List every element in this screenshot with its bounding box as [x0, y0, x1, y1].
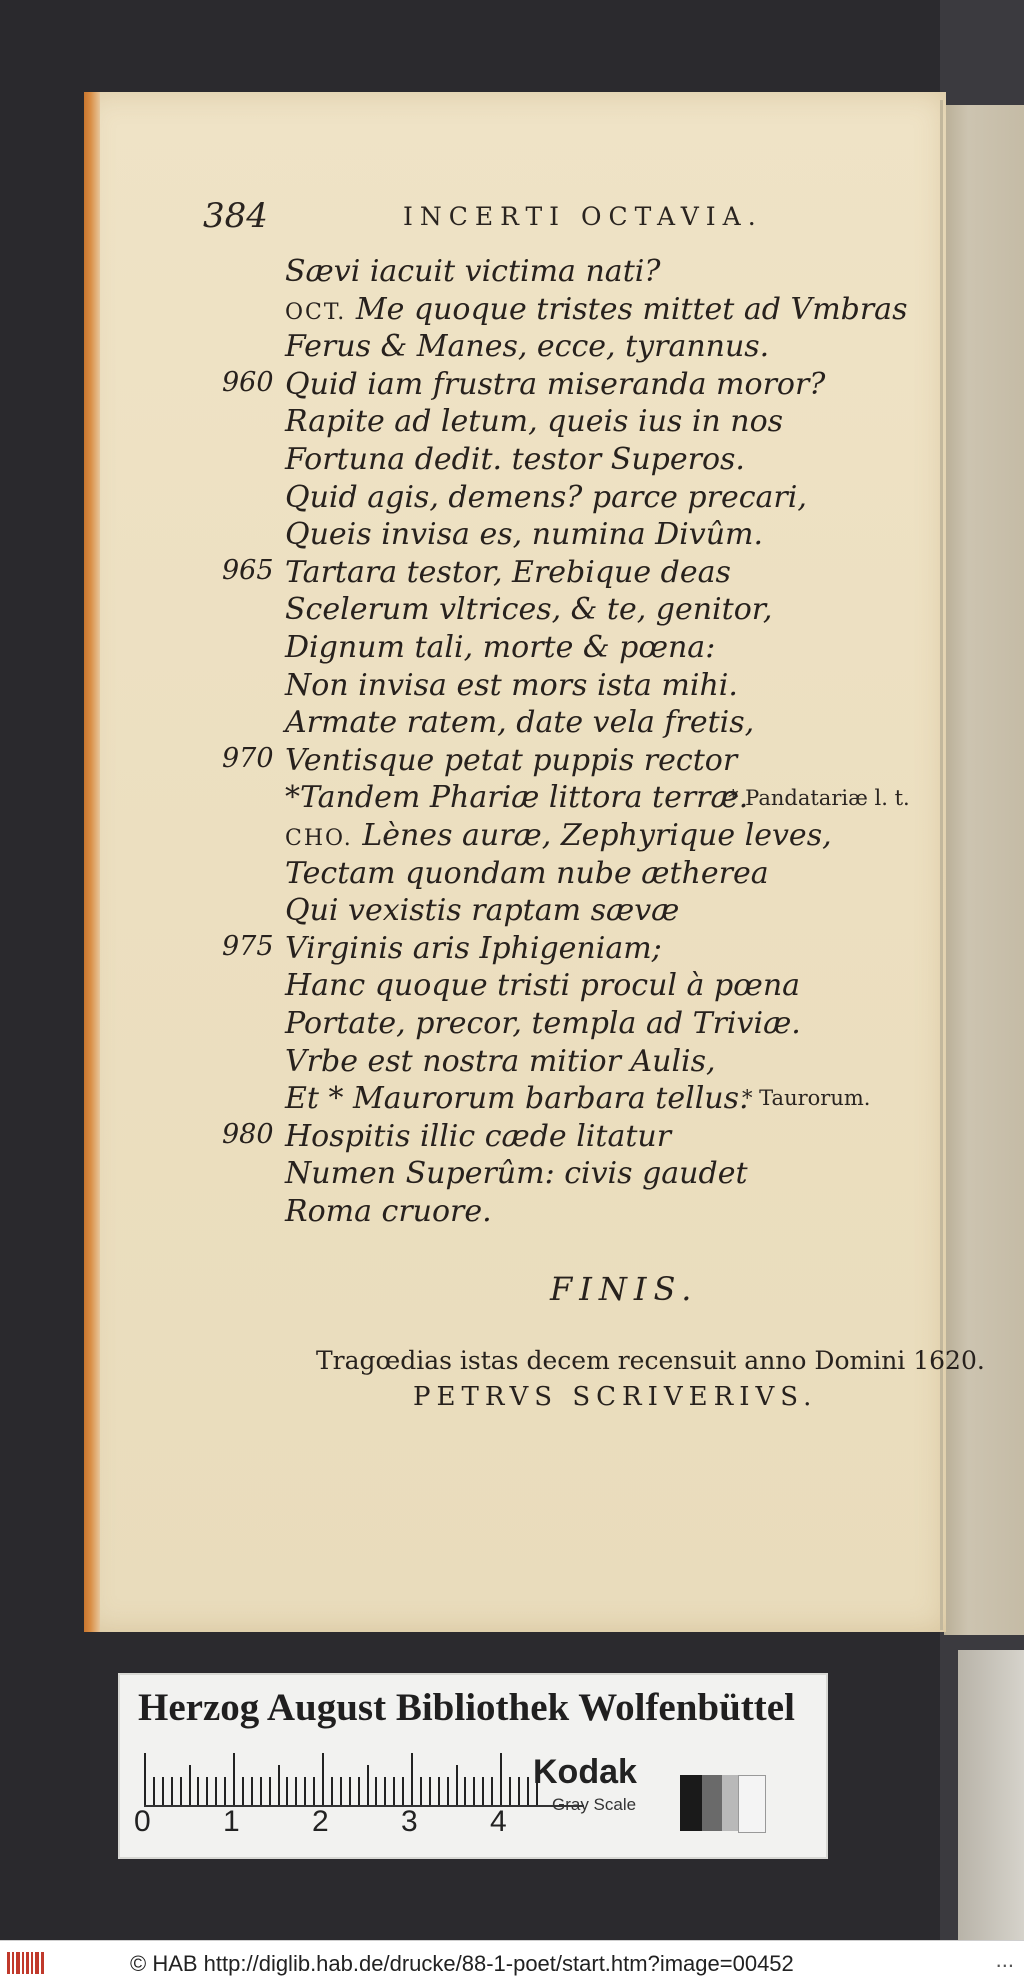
verse-line [210, 1006, 910, 1044]
verse-words: Lènes auræ, Zephyrique leves, [362, 818, 832, 853]
verse-text [285, 592, 772, 627]
verse-text [285, 480, 807, 515]
verse-words: Fortuna dedit. testor Superos. [285, 442, 745, 477]
ruler-tick [144, 1753, 146, 1805]
verse-line [210, 668, 910, 706]
ruler-tick [393, 1777, 395, 1805]
library-name: Herzog August Bibliothek Wolfenbüttel [138, 1686, 795, 1729]
ruler-tick [438, 1777, 440, 1805]
page-fore-edge [84, 92, 100, 1632]
verse-line [210, 856, 910, 894]
verse-text [285, 1156, 748, 1191]
swatch-black [680, 1775, 702, 1831]
ruler-number-2: 2 [312, 1805, 329, 1838]
verse-text [285, 818, 832, 853]
kodak-logo-text: Kodak [533, 1753, 637, 1791]
verse-text [285, 292, 907, 327]
verse-text [285, 367, 825, 402]
line-number: 980 [222, 1118, 274, 1150]
ruler-tick [251, 1777, 253, 1805]
verse-line [210, 1194, 910, 1232]
ruler-tick [215, 1777, 217, 1805]
side-note-taurorum: * Taurorum. [742, 1086, 871, 1110]
verse-line [210, 292, 910, 330]
status-bar [0, 1940, 1024, 1984]
verse-text [285, 329, 769, 364]
verse-text [285, 1119, 671, 1154]
verse-words: Virginis aris Iphigeniam; [285, 930, 662, 966]
verse-text [285, 404, 783, 439]
verse-line [210, 404, 910, 442]
verse-text [285, 968, 800, 1003]
verse-text [285, 442, 745, 477]
more-menu[interactable]: ... [995, 1947, 1014, 1972]
ruler-tick [295, 1777, 297, 1805]
verse-words: Ferus & Manes, ecce, tyrannus. [285, 329, 770, 365]
verse-line [210, 1044, 910, 1082]
verse-words: Non invisa est mors ista mihi. [285, 667, 738, 703]
ruler-tick [197, 1777, 199, 1805]
verse-words: Armate ratem, date vela fretis, [285, 705, 755, 741]
ruler-tick [180, 1777, 182, 1805]
ruler-number-3: 3 [401, 1805, 418, 1838]
finis-heading: FINIS. [550, 1270, 699, 1308]
ruler-tick [447, 1777, 449, 1805]
verse-line [210, 630, 910, 668]
verse-words: Roma cruore. [285, 1194, 492, 1229]
ruler-tick [349, 1777, 351, 1805]
barcode-icon [6, 1950, 46, 1976]
ruler-tick [473, 1777, 475, 1805]
ruler-tick [171, 1777, 173, 1805]
ruler-tick [464, 1777, 466, 1805]
verse-text [285, 856, 769, 891]
ruler-tick [375, 1777, 377, 1805]
ruler-tick [233, 1753, 235, 1805]
ruler-tick [304, 1777, 306, 1805]
verse-words: Quid agis, demens? parce precari, [285, 479, 807, 515]
verse-words: Vrbe est nostra mitior Aulis, [285, 1043, 716, 1079]
verse-words: Tartara testor, Erebique deas [285, 554, 731, 590]
verse-words: Qui vexistis raptam sævæ [285, 893, 680, 929]
ruler-tick [456, 1765, 458, 1805]
ruler-tick [322, 1753, 324, 1805]
ruler-tick [242, 1777, 244, 1805]
verse-text [285, 893, 679, 928]
verse-words: Me quoque tristes mittet ad Vmbras [355, 291, 908, 327]
verse-line [210, 442, 910, 480]
verse-text [285, 1006, 801, 1041]
line-number: 960 [222, 366, 274, 398]
page-gutter [940, 100, 943, 1630]
verse-words: Hospitis illic cæde litatur [285, 1118, 672, 1154]
color-calibration-card [118, 1673, 828, 1859]
verse-text [285, 555, 731, 590]
copyright-url-text[interactable]: © HAB http://diglib.hab.de/drucke/88-1-poet/start.htm?image=00452 [130, 1951, 794, 1976]
ruler-tick [313, 1777, 315, 1805]
ruler-tick [269, 1777, 271, 1805]
verse-line [210, 1156, 910, 1194]
ruler-tick [491, 1777, 493, 1805]
ruler-tick [420, 1777, 422, 1805]
verse-text [285, 668, 738, 703]
line-number: 970 [222, 742, 274, 774]
ruler-tick [411, 1753, 413, 1805]
page-header [203, 196, 853, 246]
ruler-tick [278, 1765, 280, 1805]
ruler-tick [500, 1753, 502, 1805]
editor-name: PETRVS SCRIVERIVS. [413, 1382, 818, 1412]
verse-words: Numen Superûm: civis gaudet [285, 1156, 748, 1192]
verse-line [210, 743, 910, 781]
ruler-tick [482, 1777, 484, 1805]
verse-line [210, 480, 910, 518]
verse-line [210, 367, 910, 405]
line-number: 965 [222, 554, 274, 586]
verse-text [285, 1194, 492, 1229]
gray-scale-label: Gray Scale [552, 1795, 637, 1814]
ruler-tick [189, 1765, 191, 1805]
verse-line [210, 555, 910, 593]
verse-line [210, 818, 910, 856]
verse-words: Scelerum vltrices, & te, genitor, [285, 592, 773, 628]
verse-words: Sævi iacuit victima nati? [285, 254, 661, 289]
ruler-tick [429, 1777, 431, 1805]
ruler-number-4: 4 [490, 1805, 507, 1838]
page-number: 384 [203, 196, 268, 236]
verse-words: Portate, precor, templa ad Triviæ. [285, 1006, 801, 1041]
verse-words: *Tandem Phariæ littora terræ. [285, 780, 749, 816]
verse-words: Rapite ad letum, queis ius in nos [285, 404, 784, 440]
background-left [0, 0, 90, 1940]
verse-line [210, 968, 910, 1006]
verse-line [210, 893, 910, 931]
colophon-text: Tragœdias istas decem recensuit anno Domini 1620. [316, 1346, 985, 1375]
verse-text [285, 1081, 749, 1116]
ruler-number-1: 1 [223, 1805, 240, 1838]
verse-words: Tectam quondam nube ætherea [285, 855, 769, 891]
verse-words: Dignum tali, morte & pœna: [285, 630, 716, 665]
verse-words: Et * Maurorum barbara tellus. [285, 1081, 749, 1117]
verse-text [285, 780, 748, 815]
verse-line [210, 254, 910, 292]
verse-text [285, 517, 763, 552]
ruler-tick [384, 1777, 386, 1805]
ruler-tick [162, 1777, 164, 1805]
ruler-tick [340, 1777, 342, 1805]
ruler-tick [153, 1777, 155, 1805]
verse-line [210, 931, 910, 969]
facing-page-edge [944, 105, 1024, 1635]
verse-text [285, 743, 737, 778]
ruler-tick [358, 1777, 360, 1805]
running-title: INCERTI OCTAVIA. [403, 202, 763, 231]
verse-text [285, 705, 754, 740]
facing-page-lower [958, 1650, 1024, 1940]
ruler-tick [402, 1777, 404, 1805]
verse-line [210, 592, 910, 630]
speaker-label: OCT. [285, 299, 347, 325]
ruler-tick [224, 1777, 226, 1805]
ruler-baseline [144, 1805, 584, 1807]
ruler-tick [286, 1777, 288, 1805]
verse-words: Hanc quoque tristi procul à pœna [285, 968, 801, 1004]
verse-text [285, 931, 662, 966]
verse-words: Quid iam frustra miseranda moror? [285, 366, 826, 402]
ruler-tick [331, 1777, 333, 1805]
verse-text [285, 254, 660, 289]
verse-text [285, 630, 715, 665]
ruler-number-0: 0 [134, 1805, 151, 1838]
ruler-tick [367, 1765, 369, 1805]
verse-words: Ventisque petat puppis rector [285, 742, 738, 778]
ruler-tick [527, 1777, 529, 1805]
verse-line [210, 1119, 910, 1157]
speaker-label: CHO. [285, 826, 353, 851]
line-number: 975 [222, 930, 274, 962]
verse-line [210, 517, 910, 555]
verse-line [210, 329, 910, 367]
swatch-dark-gray [702, 1775, 722, 1831]
side-note-pandataria: * Pandatariæ l. t. [728, 786, 910, 810]
ruler-tick [509, 1777, 511, 1805]
verse-text [285, 1044, 716, 1079]
ruler-tick [518, 1777, 520, 1805]
ruler-tick [260, 1777, 262, 1805]
verse-words: Queis invisa es, numina Divûm. [285, 517, 764, 553]
swatch-light-gray [722, 1775, 738, 1831]
swatch-white [738, 1775, 766, 1833]
ruler-tick [206, 1777, 208, 1805]
verse-line [210, 705, 910, 743]
